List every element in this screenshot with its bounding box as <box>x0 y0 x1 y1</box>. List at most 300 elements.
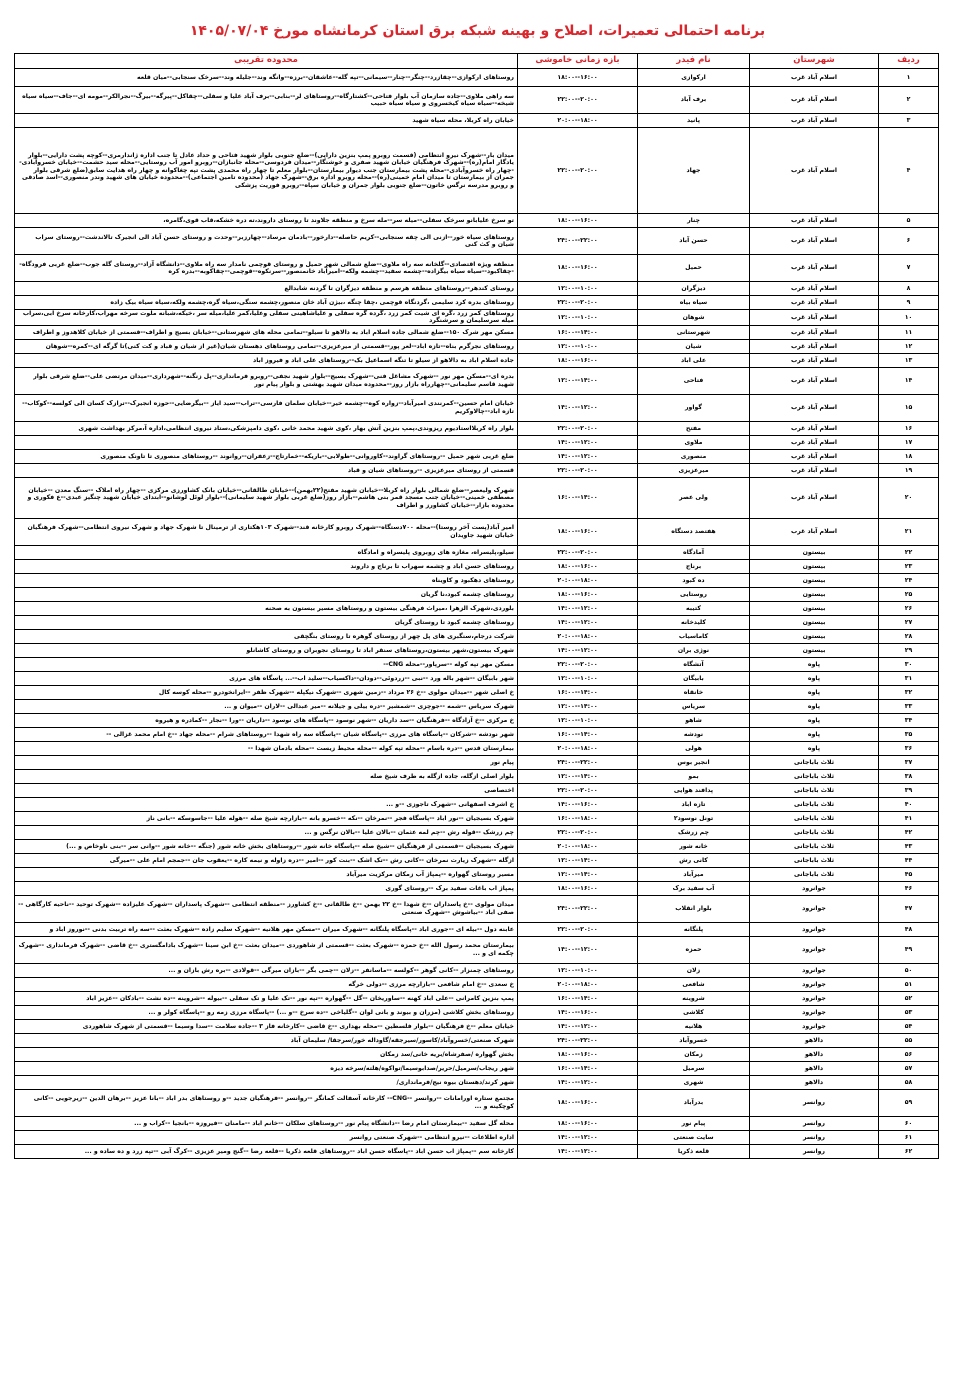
row-time: ۱۸:۰۰--۲۰:۰۰ <box>518 839 638 853</box>
table-row <box>15 991 939 1005</box>
row-city: روانسر <box>750 1089 879 1116</box>
row-index: ۱۷ <box>879 435 939 449</box>
row-area: شهرک ولیعصر--ضلع شمالی بلوار راه کربلا--خیابان شهید مفتح(۲۲بهمن)--خیابان طالقانی--خیابان بانک کشاورزی مرکزی --چهار راه املاک --سنگ معدن --خیابان مصطفی خمینی--خیابان جنب مسجد قمر بنی هاشم--بازار روز(ضلع غربی بلوار شهید سلیمانی)--بلوار لوئل لوشانو--ابتدای خیابان شهید چنگیز عبدی--ع فکوری و محدوده بازار--خیابان کشاورز و اطراف <box>15 477 518 518</box>
table-row <box>15 727 939 741</box>
row-index: ۳۱ <box>879 671 939 685</box>
row-area: پیام نور <box>15 755 518 769</box>
row-city: جوانرود <box>750 991 879 1005</box>
table-row <box>15 783 939 797</box>
table-row <box>15 339 939 353</box>
row-city: اسلام آباد غرب <box>750 518 879 545</box>
row-city: جوانرود <box>750 881 879 895</box>
row-area: بلوار اصلی ازگله، جاده ازگله به طرف شیخ صله <box>15 769 518 783</box>
table-row <box>15 629 939 643</box>
row-time: ۲۰:۰۰--۲۲:۰۰ <box>518 296 638 310</box>
row-area: روستاهای کمر زرد ،گره ای شیت کمر زرد ،گرده گره سفلی و علیاشاهینی سفلی وعلیا،کمر علیا،میله سر ،خیکه،شبانه ملوت سرخه مهراب،کارخانه سرخ آبی،سراب میله سرسلیمان و سرشنگرد <box>15 310 518 326</box>
row-area: خیابان راه کربلا، محله سیاه شهید <box>15 114 518 128</box>
row-feeder: پدافند هوایی <box>638 783 750 797</box>
row-time: ۱۴:۰۰--۱۲:۰۰ <box>518 699 638 713</box>
row-feeder: چنار <box>638 214 750 228</box>
row-index: ۴۷ <box>879 895 939 922</box>
table-row <box>15 936 939 963</box>
row-feeder: خانه شور <box>638 839 750 853</box>
table-row <box>15 325 939 339</box>
row-area: خ مرکزی --خ آزادگاه --فرهنگیان --سد داریان --شهر نوسود --پاسگاه های نوسود --داریان --ورا --نجار --کمادره و هیروه <box>15 713 518 727</box>
row-city: اسلام آباد غرب <box>750 69 879 87</box>
row-time: ۱۸:۰۰--۲۰:۰۰ <box>518 114 638 128</box>
row-index: ۵۶ <box>879 1047 939 1061</box>
row-index: ۳۳ <box>879 699 939 713</box>
table-row <box>15 545 939 559</box>
row-city: بیستون <box>750 601 879 615</box>
row-city: دالاهو <box>750 1075 879 1089</box>
row-index: ۳۹ <box>879 783 939 797</box>
row-time: ۱۶:۰۰--۱۴:۰۰ <box>518 797 638 811</box>
table-row <box>15 228 939 255</box>
row-feeder: ولی عصر <box>638 477 750 518</box>
row-city: ثلاث باباجانی <box>750 839 879 853</box>
table-row <box>15 296 939 310</box>
row-index: ۵۳ <box>879 1005 939 1019</box>
row-time: ۱۶:۰۰--۱۸:۰۰ <box>518 255 638 282</box>
row-index: ۲۴ <box>879 573 939 587</box>
row-feeder: سیاه بیاه <box>638 296 750 310</box>
row-area: میدان مولوی --خ پاسداران --خ شهدا --خ ۲۲ بهمن --خ طالقانی --خ کشاورز --منطقه انتظامی --شهرک پاسداران --شهرک علیزاده --شهرک توحید --ناحیه کارگاهی -- صفی اباد --بیاشوش --شهرک صنعتی <box>15 895 518 922</box>
table-row <box>15 1144 939 1158</box>
row-area: شهرک صنعتی/خسروآباد/کاسور/سیرجقه/گاوداله خور/سرجقا/ سلیمان آباد <box>15 1033 518 1047</box>
row-feeder: پلنگانه <box>638 922 750 936</box>
row-city: روانسر <box>750 1116 879 1130</box>
table-row <box>15 310 939 326</box>
row-area: بلوار راه کربلااستادیوم ریزوندی،پمپ بنزین آتش بهار ،کوی شهید محمد خانی ،کوی دامپزشکی،ستاد نیروی انتظامی،اداره آ،مرکز بهداشت شهری <box>15 421 518 435</box>
row-city: اسلام آباد غرب <box>750 449 879 463</box>
row-feeder: بلوار انقلاب <box>638 895 750 922</box>
row-feeder: شهرستانی <box>638 325 750 339</box>
row-feeder: شهری <box>638 1075 750 1089</box>
row-city: ثلاث باباجانی <box>750 867 879 881</box>
row-area: شهرک بیستون،شهر بیستون،روستاهای سنقر اباد تا روستای نجوبران و روستای کاشانلو <box>15 643 518 657</box>
row-time: ۲۰:۰۰--۲۲:۰۰ <box>518 657 638 671</box>
row-city: ثلاث باباجانی <box>750 783 879 797</box>
row-time: ۱۶:۰۰--۱۸:۰۰ <box>518 353 638 367</box>
row-feeder: هفتصد دستگاه <box>638 518 750 545</box>
row-time: ۱۶:۰۰--۱۸:۰۰ <box>518 69 638 87</box>
row-index: ۴ <box>879 128 939 214</box>
row-time: ۱۴:۰۰--۱۶:۰۰ <box>518 1061 638 1075</box>
table-row <box>15 867 939 881</box>
row-index: ۱۵ <box>879 394 939 421</box>
row-city: اسلام آباد غرب <box>750 296 879 310</box>
row-area: روستاهای بخش کلاشی (مزران و بیوند و بانی لوان --گلیاخی --ده سرخ --و ...) --پاسگاه مرزی زمه رو --پاسگاه کولر و ... <box>15 1005 518 1019</box>
row-time: ۱۴:۰۰--۱۶:۰۰ <box>518 727 638 741</box>
row-time: ۱۲:۰۰--۱۴:۰۰ <box>518 936 638 963</box>
row-index: ۲۱ <box>879 518 939 545</box>
row-city: بیستون <box>750 615 879 629</box>
row-area: خ اصلی شهر --میدان مولوی --خ ۲۶ مرداد --زمین شهری --شهرک نیکپله --شهرک ظفر --ایرانخودرو --محله کوسه کال <box>15 685 518 699</box>
row-city: بیستون <box>750 629 879 643</box>
row-time: ۲۲:۰۰--۲۴:۰۰ <box>518 755 638 769</box>
row-index: ۲۷ <box>879 615 939 629</box>
table-row <box>15 421 939 435</box>
row-index: ۳۵ <box>879 727 939 741</box>
row-city: پاوه <box>750 741 879 755</box>
row-index: ۴۰ <box>879 797 939 811</box>
row-city: جوانرود <box>750 963 879 977</box>
row-feeder: تونل نوسود۲ <box>638 811 750 825</box>
header-area: محدوده تقریبی <box>15 54 518 69</box>
row-feeder: خسروآباد <box>638 1033 750 1047</box>
row-index: ۲۶ <box>879 601 939 615</box>
row-time: ۱۴:۰۰--۱۲:۰۰ <box>518 367 638 394</box>
row-feeder: نودشه <box>638 727 750 741</box>
row-feeder: کاماسیاب <box>638 629 750 643</box>
row-index: ۴۵ <box>879 867 939 881</box>
row-area: ضلع غربی شهر حمیل --روستاهای گراوند--کاوروانی--طولابی--باریکه--خمارتاج--زعفران--روانوند --روستاهای منصوری تا تاونک منصوری <box>15 449 518 463</box>
row-time: ۱۲:۰۰--۱۴:۰۰ <box>518 449 638 463</box>
row-area: تو سرخ علیابانو سرخک سفلی--میله سر--مله سرخ و منطقه جلاوند تا روستای داروند،ته دره خشکه،قاب قوی،گامره، <box>15 214 518 228</box>
row-city: بیستون <box>750 573 879 587</box>
row-index: ۵۰ <box>879 963 939 977</box>
row-area <box>15 435 518 449</box>
row-index: ۲۸ <box>879 629 939 643</box>
row-city: اسلام آباد غرب <box>750 339 879 353</box>
row-index: ۷ <box>879 255 939 282</box>
table-row <box>15 963 939 977</box>
row-time: ۱۲:۰۰--۱۴:۰۰ <box>518 601 638 615</box>
row-area: کارخانه سم --پمپاژ اب حسن اباد --پاسگاه حسن اباد --روستاهای قلعه ذکریا --قلعه رضا --گنج ومیر عزیزی --کرگ آبی --تپه زرد و ده ساده و ... <box>15 1144 518 1158</box>
row-index: ۵۹ <box>879 1089 939 1116</box>
row-time: ۲۰:۰۰--۲۲:۰۰ <box>518 545 638 559</box>
table-row <box>15 811 939 825</box>
row-feeder: سرمیل <box>638 1061 750 1075</box>
table-row <box>15 657 939 671</box>
row-city: دالاهو <box>750 1047 879 1061</box>
table-row <box>15 1130 939 1144</box>
row-index: ۳۶ <box>879 741 939 755</box>
row-city: اسلام آباد غرب <box>750 477 879 518</box>
row-index: ۸ <box>879 282 939 296</box>
table-row <box>15 1089 939 1116</box>
row-time: ۱۰:۰۰--۱۲:۰۰ <box>518 713 638 727</box>
row-time: ۱۶:۰۰--۱۸:۰۰ <box>518 518 638 545</box>
table-row <box>15 559 939 573</box>
table-row <box>15 671 939 685</box>
row-index: ۳۴ <box>879 713 939 727</box>
row-index: ۲۹ <box>879 643 939 657</box>
table-row <box>15 87 939 114</box>
row-index: ۳۰ <box>879 657 939 671</box>
table-row <box>15 463 939 477</box>
row-area: روستاهای نجرگرم بناه--تازه اباد--لعر پور--قسمتی از میرعزیزی--تمامی روستاهای دهستان شیان(غیر از شیان و قباد و کت کنی)تا گرگه ای--کمره--شوهان <box>15 339 518 353</box>
table-row <box>15 435 939 449</box>
row-city: اسلام آباد غرب <box>750 214 879 228</box>
row-index: ۳۸ <box>879 769 939 783</box>
row-city: اسلام آباد غرب <box>750 128 879 214</box>
row-area: مسکن مهر تپه کوله --سرپاور--محله CNG-- <box>15 657 518 671</box>
table-row <box>15 839 939 853</box>
row-area: بخش گهواره /صفرشاه/بریه خانی/سد زمکان <box>15 1047 518 1061</box>
row-time: ۱۸:۰۰--۲۰:۰۰ <box>518 629 638 643</box>
row-feeder: برناج <box>638 559 750 573</box>
row-time: ۲۲:۰۰--۲۴:۰۰ <box>518 895 638 922</box>
row-feeder: حسن آباد <box>638 228 750 255</box>
row-city: اسلام آباد غرب <box>750 325 879 339</box>
row-area: امیر آباد(پست آخر روستا)--محله ۷۰۰دستگاه--شهرک روبرو کارخانه قند--شهرک ۱۰۳هکتاری از ترمینال تا شهرک جهاد و شهرک نیروی انتظامی--شهرک فرهنگیان خیابان شهید جاویدان <box>15 518 518 545</box>
row-time: ۱۸:۰۰--۲۰:۰۰ <box>518 573 638 587</box>
header-feeder: نام فیدر <box>638 54 750 69</box>
row-area: روستاهای ارکوازی--چقازرد--چنگر--چنار--سیمانی--تپه گله--عاشقان--برزه--وانگه وند--جلیله وند--سرخک سنجابی--میان قلعه <box>15 69 518 87</box>
row-city: روانسر <box>750 1130 879 1144</box>
row-area: روستاهای بدره کرد سلیمی ،گردنگاه قوچمی ،چقا چنگه ،بیژن آباد خان منصور،چشمه سنگی،سیاه گره،چشمه ولکه،سیاه سیاه بیک زاده <box>15 296 518 310</box>
row-area: روستاهای چمنزار --کانی گوهر --کولسه --ماسانفر --زلان --چمی بگر --بازان میرگی --قولادی --بره رش بازان و ... <box>15 963 518 977</box>
row-feeder: شیان <box>638 339 750 353</box>
row-city: اسلام آباد غرب <box>750 282 879 296</box>
row-city: اسلام آباد غرب <box>750 394 879 421</box>
row-index: ۴۸ <box>879 922 939 936</box>
row-time: ۱۲:۰۰--۱۴:۰۰ <box>518 615 638 629</box>
row-area: چم زرشک --قوله رش --چم لمه عثمان --بالان علیا --بالان نرگس و ... <box>15 825 518 839</box>
row-time: ۲۰:۰۰--۲۲:۰۰ <box>518 825 638 839</box>
row-feeder: میرآباد <box>638 867 750 881</box>
row-time: ۲۰:۰۰--۲۲:۰۰ <box>518 463 638 477</box>
table-row <box>15 895 939 922</box>
row-index: ۵۴ <box>879 1019 939 1033</box>
table-body <box>15 69 939 1159</box>
row-area: پمپاژ اب باغات سفید برک --روستای گوری <box>15 881 518 895</box>
row-feeder: کلیدخانه <box>638 615 750 629</box>
header-index: ردیف <box>879 54 939 69</box>
table-row <box>15 69 939 87</box>
row-area: خ اشرف اصفهانی --شهرک تاجوزی --و ... <box>15 797 518 811</box>
row-time: ۲۰:۰۰--۲۲:۰۰ <box>518 87 638 114</box>
row-feeder: کلاشی <box>638 1005 750 1019</box>
table-row <box>15 282 939 296</box>
row-feeder: آمادگاه <box>638 545 750 559</box>
row-time: ۱۴:۰۰--۱۶:۰۰ <box>518 477 638 518</box>
row-city: ثلاث باباجانی <box>750 797 879 811</box>
row-feeder: فتاحی <box>638 367 750 394</box>
row-feeder: علی اباد <box>638 353 750 367</box>
table-row <box>15 1116 939 1130</box>
row-area: شهرک سریاس --شمه --جوچزی --شمشیر --دره ییلی و جیلانه --میر عبدالی --لاران --میوان و ... <box>15 699 518 713</box>
row-index: ۶۰ <box>879 1116 939 1130</box>
row-feeder: نوژی بران <box>638 643 750 657</box>
row-time: ۱۶:۰۰--۱۸:۰۰ <box>518 1116 638 1130</box>
table-row <box>15 449 939 463</box>
row-time: ۱۲:۰۰--۱۴:۰۰ <box>518 1130 638 1144</box>
row-area: عابنه دول --بیله ای --جوری اباد --پاسگاه پلنگانه --شهرک میران --مسکن مهر هلانیه --شهرک سلیم زاده --شهرک بعثت --سه راه تربیت بدنی --نوروز اباد و <box>15 922 518 936</box>
row-index: ۳ <box>879 114 939 128</box>
table-row <box>15 769 939 783</box>
row-time: ۲۲:۰۰--۲۴:۰۰ <box>518 228 638 255</box>
row-city: ثلاث باباجانی <box>750 769 879 783</box>
row-city: اسلام آباد غرب <box>750 421 879 435</box>
row-time: ۱۰:۰۰--۱۲:۰۰ <box>518 310 638 326</box>
row-time: ۱۸:۰۰--۱۶:۰۰ <box>518 811 638 825</box>
row-area: روستاهای حسن اباد و چشمه سهراب تا برناج و داروند <box>15 559 518 573</box>
row-city: پاوه <box>750 727 879 741</box>
row-city: اسلام آباد غرب <box>750 114 879 128</box>
row-index: ۳۷ <box>879 755 939 769</box>
row-feeder: زمکان <box>638 1047 750 1061</box>
row-city: جوانرود <box>750 922 879 936</box>
row-index: ۱۸ <box>879 449 939 463</box>
row-city: بیستون <box>750 559 879 573</box>
row-city: جوانرود <box>750 936 879 963</box>
row-city: ثلاث باباجانی <box>750 811 879 825</box>
row-index: ۱ <box>879 69 939 87</box>
row-area: روستاهای دهکبود و کاویناه <box>15 573 518 587</box>
row-time: ۱۶:۰۰--۱۸:۰۰ <box>518 587 638 601</box>
row-index: ۵۸ <box>879 1075 939 1089</box>
row-city: اسلام آباد غرب <box>750 87 879 114</box>
row-feeder: پانید <box>638 114 750 128</box>
row-city: پاوه <box>750 713 879 727</box>
row-feeder: بابیگان <box>638 671 750 685</box>
row-index: ۶۲ <box>879 1144 939 1158</box>
row-index: ۹ <box>879 296 939 310</box>
table-row <box>15 1019 939 1033</box>
table-row <box>15 685 939 699</box>
row-index: ۲۳ <box>879 559 939 573</box>
table-row <box>15 394 939 421</box>
row-index: ۶۱ <box>879 1130 939 1144</box>
table-row <box>15 601 939 615</box>
table-row <box>15 643 939 657</box>
row-index: ۲۵ <box>879 587 939 601</box>
row-area: منطقه ویژه اقتصادی--گلخانه سه راه ملاوی--ضلع شمالی شهر حمیل و روستای قوچمی نامدار سه راه ملاوی--دانشگاه آزاد--روستای گله جوب--ضلع غربی فرودگاه--چقاکبود--سیاه سیاه بیگزاده--چشمه سفید--چشمه ولکه--امیرآباد خانمنصور--سرنکوه--قوچمی--چقاکوبه--بدره کره <box>15 255 518 282</box>
row-feeder: شاهو <box>638 713 750 727</box>
row-feeder: چم زرشک <box>638 825 750 839</box>
row-time: ۱۶:۰۰--۱۸:۰۰ <box>518 1089 638 1116</box>
table-row <box>15 699 939 713</box>
header-time: بازه زمانی خاموشی <box>518 54 638 69</box>
row-city: دالاهو <box>750 1061 879 1075</box>
row-feeder: روستایی <box>638 587 750 601</box>
row-city: اسلام آباد غرب <box>750 367 879 394</box>
row-city: پاوه <box>750 685 879 699</box>
row-feeder: سایت صنعتی <box>638 1130 750 1144</box>
row-feeder: کتیبه <box>638 601 750 615</box>
row-area: خیابان معلم --خ فرهنگیان --بلوار فلسطین --محله بهداری --خ قاضی --کارخانه فاز ۳ --جاده سلامت --سدا وسیما --قسمتی از شهرک شاهوردی <box>15 1019 518 1033</box>
row-time: ۱۶:۰۰--۱۸:۰۰ <box>518 881 638 895</box>
row-area: شهر بابیگان --شهر باله ورد --نبی --زردوئی--دودان--داکسیاب--سلید اب--... پاسگاه های مرزی <box>15 671 518 685</box>
row-city: دالاهو <box>750 1033 879 1047</box>
row-feeder: ده کبود <box>638 573 750 587</box>
row-index: ۶ <box>879 228 939 255</box>
row-city: ثلاث باباجانی <box>750 755 879 769</box>
row-index: ۴۶ <box>879 881 939 895</box>
row-index: ۴۲ <box>879 825 939 839</box>
row-city: جوانرود <box>750 1019 879 1033</box>
row-index: ۵ <box>879 214 939 228</box>
row-city: پاوه <box>750 699 879 713</box>
table-row <box>15 114 939 128</box>
row-index: ۱۴ <box>879 367 939 394</box>
row-index: ۳۲ <box>879 685 939 699</box>
row-time: ۱۲:۰۰--۱۴:۰۰ <box>518 643 638 657</box>
table-row <box>15 1033 939 1047</box>
table-row <box>15 587 939 601</box>
row-feeder: جهاد <box>638 128 750 214</box>
row-time: ۱۶:۰۰--۱۸:۰۰ <box>518 214 638 228</box>
row-city: بیستون <box>750 587 879 601</box>
row-feeder: قلعه ذکریا <box>638 1144 750 1158</box>
row-time: ۱۰:۰۰--۱۲:۰۰ <box>518 282 638 296</box>
table-row <box>15 353 939 367</box>
row-city: جوانرود <box>750 895 879 922</box>
row-city: جوانرود <box>750 1005 879 1019</box>
row-area: مسکن مهر شرک ۱۵۰--ضلع شمالی جاده اسلام اباد به دالاهو تا سیلو--تمامی محله های شهرستانی--خیابان بسیج و اطراف--قسمتی از خیابان کلاهدوز و اطراف <box>15 325 518 339</box>
row-time: ۱۴:۰۰--۱۲:۰۰ <box>518 867 638 881</box>
row-index: ۱۳ <box>879 353 939 367</box>
row-area: ازگله --شهرک زیارت نمرخان --کانی رش --تک اشک --بنت کور --امیر --دره زاوله و نیمه کاره --یعقوب جان --جمجم امام علی --میرگی <box>15 853 518 867</box>
row-area: روستاهای سیاه خور--ازنی الی چقه سنجابی--کریم حاصله--دارخور--بادمان مرساد--چهارزبر--وحدت و روستای حسن آباد الی انجیرک تالاندشت--روستای سراب شیان و کث کنی <box>15 228 518 255</box>
row-time: ۲۰:۰۰--۲۲:۰۰ <box>518 783 638 797</box>
row-time: ۱۴:۰۰--۱۲:۰۰ <box>518 769 638 783</box>
table-row <box>15 881 939 895</box>
row-feeder: میرعزیزی <box>638 463 750 477</box>
row-feeder: برف آباد <box>638 87 750 114</box>
row-area: میدان بار--شهرک نیرو انتظامی (قسمت روبرو پمپ بنزین دارایی)--ضلع جنوبی بلوار شهید فتاحی و حداد عادل تا جنب اداره ژاندارمری--کوچه پشت دارایی--بلوار یادگار امام(ره)--شهرک فرهنگیان خیابان شهید صفری و خوشنگار--میدان فردوسی--محله جانبازان--روبرو امور آب روستایی--محله سید حشمت--خیابان خسروآبادی--چهار راه خسروآبادی--محله پشت بیمارستان جنب دیوار بیمارستان--بلوار معلم تا چهار راه محمدی پشت تپه چغاکوانه و چهار راه هدایت سابق(ضلع شرقی بلوار جمران از بیمارستان تا میدان امام خمینی(ره)--محله روبرو اداره برق--شهرک جهاد (محدوده تامین اجتماعی)--محدوده خیابان های شهید وندر منصوری--اسد صادقی و روبرو مدرسه نرگس خاتون--ضلع جنوبی بلوار جمران و خیابان سپاه--روبرو فوریت پزشکی <box>15 128 518 214</box>
row-area: مسیر روستای گهواره --پمپاژ آب زمکان مرکزیت میرآباد <box>15 867 518 881</box>
table-row <box>15 1075 939 1089</box>
row-area: بیمارستان قدس --دره باسام --محله تپه کوله --محله محیط زیست --محله بادمان شهدا -- <box>15 741 518 755</box>
row-area: پمپ بنزین کامرانی --علی اباد کهنه --ساوریخان --گل --گهواره --تپه نور --تک علیا و تک سفلی --بیوله --شروینه --ده نشت --بادکان --عزیز اباد <box>15 991 518 1005</box>
row-city: اسلام آباد غرب <box>750 228 879 255</box>
row-time: ۱۲:۰۰--۱۴:۰۰ <box>518 394 638 421</box>
row-area: خیابان امام حسین--کمرنندی امیرآباد--زواره کوه--چشمه خیر--خیابان سلمان فارسی--تراب--سید ایاز --بیگرضایی--حوزه انجیرک--ترازک کسان الی کولسه--کوکاب--تازه اباد--چالاوکریم <box>15 394 518 421</box>
row-feeder: ارکوازی <box>638 69 750 87</box>
row-city: اسلام آباد غرب <box>750 435 879 449</box>
row-area: بدره ای--مسکن مهر نور --شهرک مشاغل فنی--شهرک بسیج--بلوار شهید نجفی--روبرو فرمانداری--پل زنگنه--شهرداری--میدان مرتضی علی--ضلع شرقی بلوار شهید قاسم سلیمانی--چهارراه بازار روز--محدوده میدان شهید بهشتی و بلوار پیام نور <box>15 367 518 394</box>
row-index: ۵۱ <box>879 977 939 991</box>
row-feeder: دیزگران <box>638 282 750 296</box>
table-row <box>15 255 939 282</box>
row-index: ۲۲ <box>879 545 939 559</box>
row-time: ۱۸:۰۰--۲۰:۰۰ <box>518 741 638 755</box>
row-time: ۱۰:۰۰--۱۲:۰۰ <box>518 671 638 685</box>
row-feeder: منصوری <box>638 449 750 463</box>
row-area: اداره اطلاعات --نیرو انتظامی --شهرک صنعتی روانسر <box>15 1130 518 1144</box>
header-city: شهرستان <box>750 54 879 69</box>
row-area: روستاهای چشمه کبود،نا گریان <box>15 587 518 601</box>
row-city: ثلاث باباجانی <box>750 853 879 867</box>
row-feeder: بمو <box>638 769 750 783</box>
row-time: ۱۶:۰۰--۱۸:۰۰ <box>518 559 638 573</box>
table-row <box>15 214 939 228</box>
row-area: اختصاصی <box>15 783 518 797</box>
row-feeder: انجیر بوس <box>638 755 750 769</box>
row-index: ۴۱ <box>879 811 939 825</box>
row-index: ۱۰ <box>879 310 939 326</box>
row-feeder: زلان <box>638 963 750 977</box>
table-row <box>15 853 939 867</box>
outage-schedule-table <box>14 53 939 1159</box>
row-feeder: آب سفید برک <box>638 881 750 895</box>
row-area: محله گل سفید --بیمارستان امام رضا --دانشگاه پیام نور --روستاهای سلکان --خانم اباد --مامنان --فیروزه --بانجیا --کراب و ... <box>15 1116 518 1130</box>
row-time: ۱۸:۰۰--۲۰:۰۰ <box>518 977 638 991</box>
row-index: ۲۰ <box>879 477 939 518</box>
row-time: ۲۰:۰۰--۲۲:۰۰ <box>518 421 638 435</box>
row-feeder: خانقاه <box>638 685 750 699</box>
table-row <box>15 367 939 394</box>
row-feeder: حمیل <box>638 255 750 282</box>
row-time: ۱۰:۰۰--۱۲:۰۰ <box>518 339 638 353</box>
row-feeder: مفتح <box>638 421 750 435</box>
table-row <box>15 741 939 755</box>
row-area: سه راهی ملاوی--جاده سازمان آب بلوار فتاحی--کشتارگاه--روستاهای لر--بنابی--برف آباد علیا و سفلی--چقاکل--پیرگه--بیرگ--نجرالکر--مومه ای--جاف--سیاه سیاه شیخه--سیاه سیاه کیخسروی و سیاه سیاه حبیب <box>15 87 518 114</box>
